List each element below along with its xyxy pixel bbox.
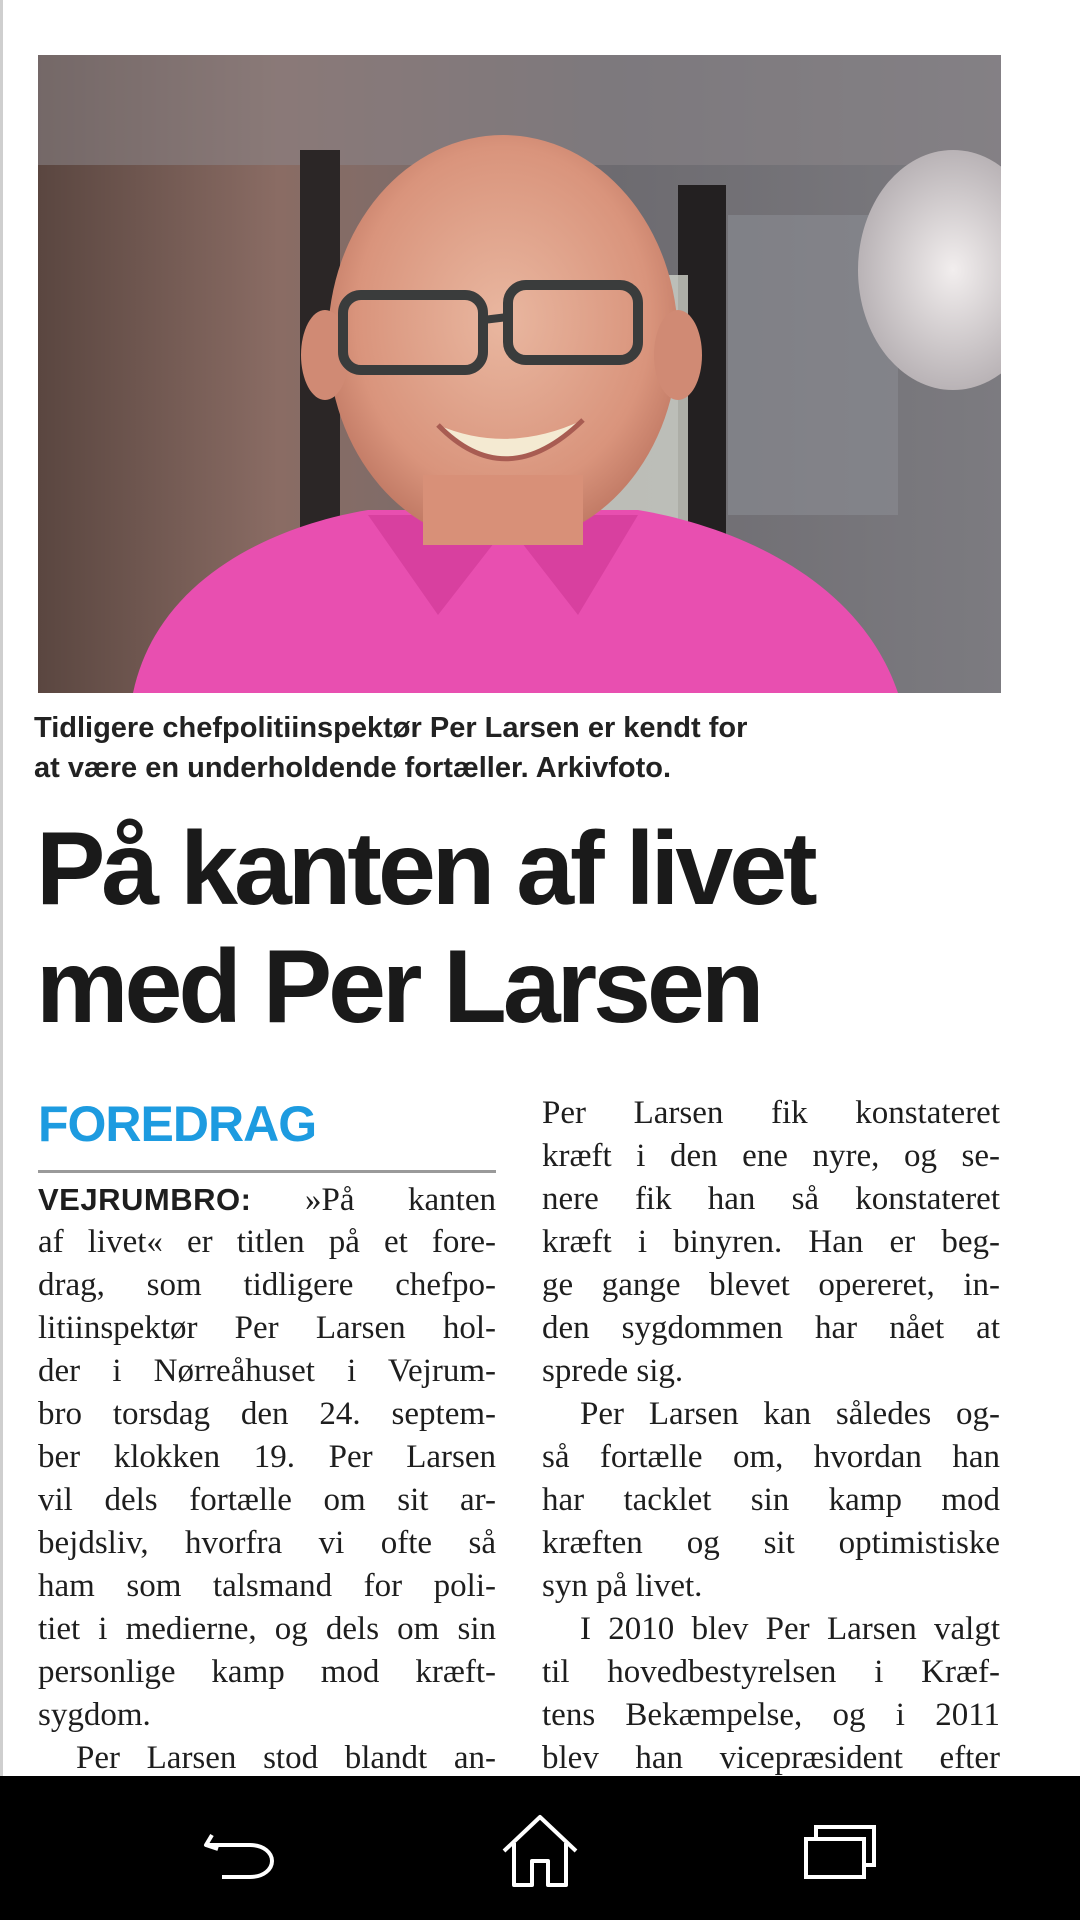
column-line: sprede sig. [542,1353,684,1389]
home-icon [500,1813,580,1889]
system-navigation-bar [0,1776,1080,1920]
column-line: bro torsdag den 24. septem- [38,1396,496,1432]
column-line: ham som talsmand for poli- [38,1568,496,1604]
dateline: VEJRUMBRO: [38,1182,252,1217]
column-line: den sygdommen har nået at [542,1310,1000,1346]
photo-caption [34,708,974,788]
headline-line: med Per Larsen [36,929,761,1045]
column-line: ge gange blevet opereret, in- [542,1267,1000,1303]
column-line: så fortælle om, hvordan han [542,1439,1000,1475]
column-line: I 2010 blev Per Larsen valgt [580,1611,1000,1647]
back-icon [200,1821,280,1881]
column-line: har tacklet sin kamp mod [542,1482,1000,1518]
column-line: tiet i medierne, og dels om sin [38,1611,496,1647]
column-line: vil dels fortælle om sit ar- [38,1482,496,1518]
column-text: »På kanten [304,1182,496,1218]
article-column-left [38,1178,496,1780]
home-button[interactable] [480,1806,600,1896]
column-line: bejdsliv, hvorfra vi ofte så [38,1525,496,1561]
column-line [38,1178,496,1221]
column-line: af livet« er titlen på et fore- [38,1224,496,1260]
column-line: til hovedbestyrelsen i Kræf- [542,1654,1000,1690]
column-line: kræften og sit optimistiske [542,1525,1000,1561]
portrait-photo-icon [38,55,1001,693]
back-button[interactable] [180,1806,300,1896]
page-edge-divider [0,0,3,1776]
column-line: Per Larsen stod blandt an- [76,1740,496,1776]
column-line: ber klokken 19. Per Larsen [38,1439,496,1475]
article-headline [36,810,1036,1046]
recent-apps-button[interactable] [780,1806,900,1896]
column-line: tens Bekæmpelse, og i 2011 [542,1697,1000,1733]
recent-apps-icon [800,1821,880,1881]
caption-line: Tidligere chefpolitiinspektør Per Larsen er kendt for [34,712,748,744]
column-line: sygdom. [38,1697,151,1733]
column-line: syn på livet. [542,1568,703,1604]
column-line: nere fik han så konstateret [542,1181,1000,1217]
caption-line: at være en underholdende fortæller. Arkivfoto. [34,752,672,784]
article-photo [38,55,1001,693]
column-line: drag, som tidligere chefpo- [38,1267,496,1303]
column-line: personlige kamp mod kræft- [38,1654,496,1690]
article-column-right [542,1092,1000,1780]
column-line: Per Larsen fik konstateret [542,1095,1000,1131]
headline-line: På kanten af livet [36,811,814,927]
column-line: blev han vicepræsident efter [542,1740,1000,1776]
column-line: kræft i den ene nyre, og se- [542,1138,1000,1174]
column-line: Per Larsen kan således og- [580,1396,1000,1432]
section-divider [38,1170,496,1173]
column-line: litiinspektør Per Larsen hol- [38,1310,496,1346]
column-line: kræft i binyren. Han er beg- [542,1224,1000,1260]
column-line: der i Nørreåhuset i Vejrum- [38,1353,496,1389]
section-label: FOREDRAG [38,1096,317,1152]
